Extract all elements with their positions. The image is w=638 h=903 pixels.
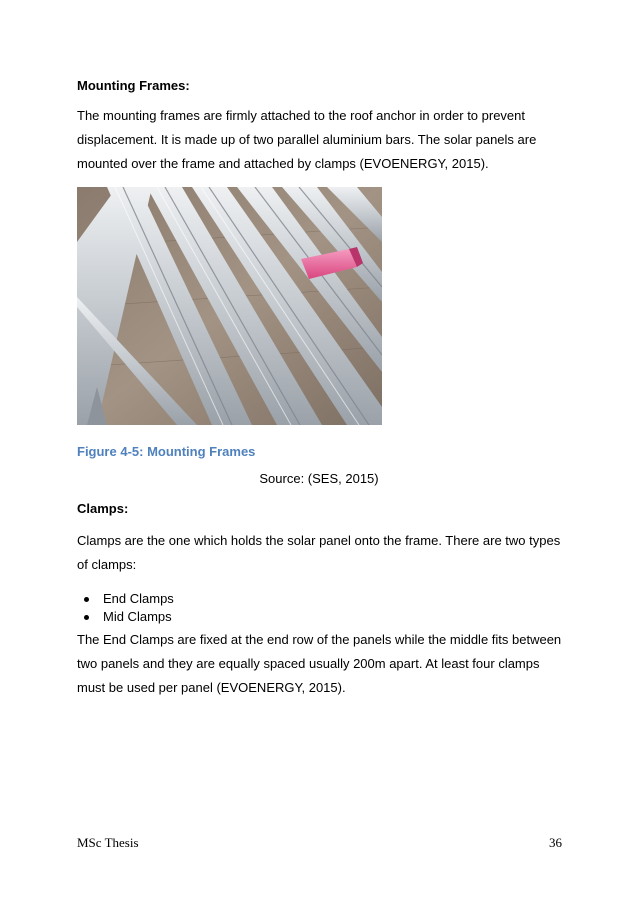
clamps-heading: Clamps: bbox=[77, 501, 129, 516]
mounting-frames-photo bbox=[77, 187, 382, 425]
paragraph-line: mounted over the frame and attached by clamps (EVOENERGY, 2015). bbox=[77, 156, 489, 171]
figure-source: Source: (SES, 2015) bbox=[259, 471, 379, 486]
bullet-icon bbox=[84, 597, 89, 602]
list-item bbox=[77, 608, 174, 626]
clamps-intro-paragraph bbox=[77, 529, 565, 577]
footer-title: MSc Thesis bbox=[77, 835, 139, 850]
paragraph-line: two panels and they are equally spaced usually 200m apart. At least four clamps bbox=[77, 656, 540, 671]
paragraph-line: Clamps are the one which holds the solar panel onto the frame. There are two types bbox=[77, 533, 561, 548]
paragraph-line: must be used per panel (EVOENERGY, 2015). bbox=[77, 680, 346, 695]
clamps-body-paragraph bbox=[77, 628, 565, 700]
list-item bbox=[77, 590, 174, 608]
figure-caption: Figure 4-5: Mounting Frames bbox=[77, 444, 256, 459]
paragraph-line: The mounting frames are firmly attached to the roof anchor in order to prevent bbox=[77, 108, 526, 123]
page-number: 36 bbox=[549, 835, 562, 850]
paragraph-line: displacement. It is made up of two parallel aluminium bars. The solar panels are bbox=[77, 132, 537, 147]
paragraph-line: The End Clamps are fixed at the end row of the panels while the middle fits between bbox=[77, 632, 562, 647]
mounting-frames-paragraph bbox=[77, 104, 565, 176]
clamp-types-list bbox=[77, 590, 174, 626]
list-item-label: Mid Clamps bbox=[103, 609, 172, 624]
bullet-icon bbox=[84, 615, 89, 620]
paragraph-line: of clamps: bbox=[77, 557, 137, 572]
mounting-frames-heading: Mounting Frames: bbox=[77, 78, 190, 93]
list-item-label: End Clamps bbox=[103, 591, 174, 606]
